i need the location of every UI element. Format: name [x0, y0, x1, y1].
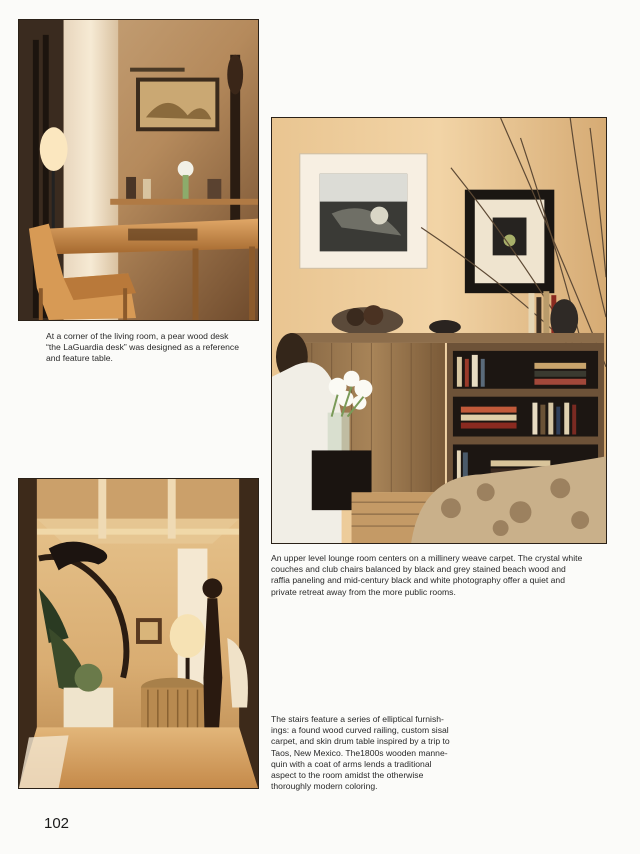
page-number: 102	[44, 815, 70, 832]
lounge-photo	[271, 117, 607, 544]
stairs-photo	[18, 478, 259, 789]
stairs-caption: The stairs feature a series of elliptical furnish- ings: a found wood curved railing, custom sisal carpet, and skin drum table inspired by a trip to Taos, New Mexico. The1800s wooden manne- quin with a coat of arms lends a traditional aspect to the room amidst the otherwise thoroughly modern coloring.	[271, 714, 450, 792]
desk-caption: At a corner of the living room, a pear wood desk “the LaGuardia desk” was designed as a reference and feature table.	[46, 331, 239, 364]
desk-photo	[18, 19, 259, 321]
lounge-caption: An upper level lounge room centers on a millinery weave carpet. The crystal white couches and club chairs balanced by black and grey stained beach wood and raffia paneling and mid-century black and white photography offer a quiet and private retreat away from the more public rooms.	[271, 553, 583, 597]
